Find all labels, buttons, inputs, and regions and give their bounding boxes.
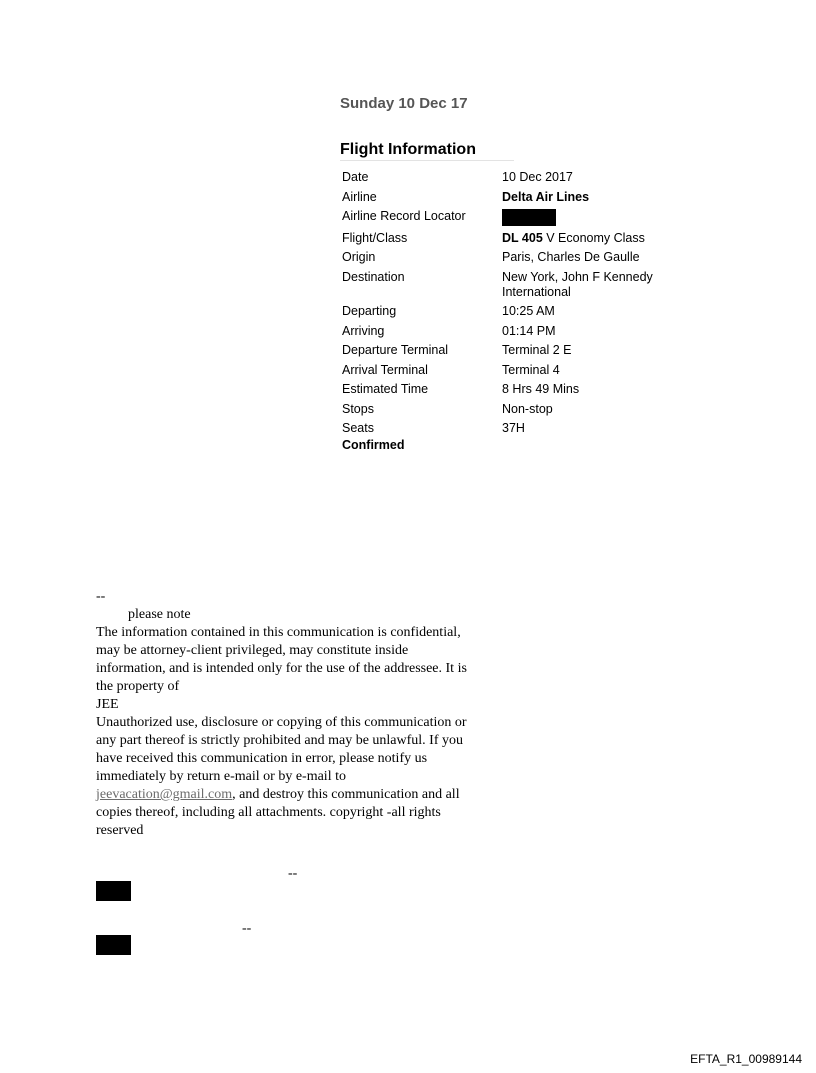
label-departing: Departing <box>342 304 397 318</box>
row-arrival-terminal <box>342 363 682 378</box>
value-departure-terminal: Terminal 2 E <box>502 343 572 357</box>
row-departing <box>342 304 682 319</box>
document-id: EFTA_R1_00989144 <box>690 1052 802 1066</box>
signature-separator-1: -- <box>288 866 298 881</box>
row-destination <box>342 270 682 300</box>
confidentiality-notice <box>96 588 476 840</box>
row-date <box>342 170 682 185</box>
value-arrival-terminal: Terminal 4 <box>502 362 560 377</box>
row-airline <box>342 190 682 205</box>
row-record-locator <box>342 209 682 226</box>
day-heading: Sunday 10 Dec 17 <box>340 95 468 112</box>
row-seats <box>342 421 682 436</box>
value-airline: Delta Air Lines <box>502 189 590 204</box>
value-seats: 37H <box>502 421 525 435</box>
row-stops <box>342 402 682 417</box>
email-link[interactable]: jeevacation@gmail.com <box>96 787 233 802</box>
label-arrival-terminal: Arrival Terminal <box>342 362 428 377</box>
value-departing: 10:25 AM <box>502 304 555 318</box>
redaction-block <box>502 209 556 226</box>
notice-paragraph-2-end: , and destroy this communication and all copies thereof, including all attachments. copyright -all rights reserved <box>96 787 460 838</box>
label-arriving: Arriving <box>342 323 385 338</box>
label-airline: Airline <box>342 189 377 204</box>
label-stops: Stops <box>342 401 374 416</box>
notice-owner: JEE <box>96 697 119 712</box>
row-arriving <box>342 324 682 339</box>
booking-status: Confirmed <box>342 438 405 452</box>
notice-heading: please note <box>128 607 191 622</box>
value-flight-class <box>502 231 682 246</box>
flight-info-table <box>342 170 682 441</box>
notice-paragraph-2 <box>96 714 476 840</box>
label-record-locator: Airline Record Locator <box>342 209 466 223</box>
notice-paragraph-1: The information contained in this communication is confidential, may be attorney-client privileged, may constitute inside information, and is intended only for the use of the addressee. It is the property of <box>96 625 467 694</box>
row-origin <box>342 250 682 265</box>
redaction-block-1 <box>96 881 131 901</box>
redaction-block-2 <box>96 935 131 955</box>
label-origin: Origin <box>342 250 376 264</box>
row-departure-terminal <box>342 343 682 358</box>
label-estimated-time: Estimated Time <box>342 382 429 396</box>
value-date: 10 Dec 2017 <box>502 170 573 184</box>
label-date: Date <box>342 170 369 184</box>
label-departure-terminal: Departure Terminal <box>342 343 449 357</box>
flight-class: V Economy Class <box>542 230 645 245</box>
section-title: Flight Information <box>340 141 514 161</box>
label-flight-class: Flight/Class <box>342 230 408 245</box>
value-arriving: 01:14 PM <box>502 323 556 338</box>
label-seats: Seats <box>342 421 374 435</box>
value-stops: Non-stop <box>502 401 553 416</box>
label-destination: Destination <box>342 269 405 284</box>
value-estimated-time: 8 Hrs 49 Mins <box>502 382 580 396</box>
notice-paragraph-2-text: Unauthorized use, disclosure or copying of this communication or any part thereof is strictly prohibited and may be unlawful. If you have received this communication in error, please notify us immediately by return e-mail or by e-mail to <box>96 715 467 784</box>
notice-separator: -- <box>96 589 106 604</box>
row-estimated-time <box>342 382 682 397</box>
value-record-locator <box>502 209 682 226</box>
value-destination: New York, John F Kennedy International <box>502 269 653 299</box>
value-origin: Paris, Charles De Gaulle <box>502 250 640 264</box>
signature-separator-2: -- <box>242 921 252 936</box>
flight-number: DL 405 <box>502 230 543 245</box>
row-flight-class <box>342 231 682 246</box>
